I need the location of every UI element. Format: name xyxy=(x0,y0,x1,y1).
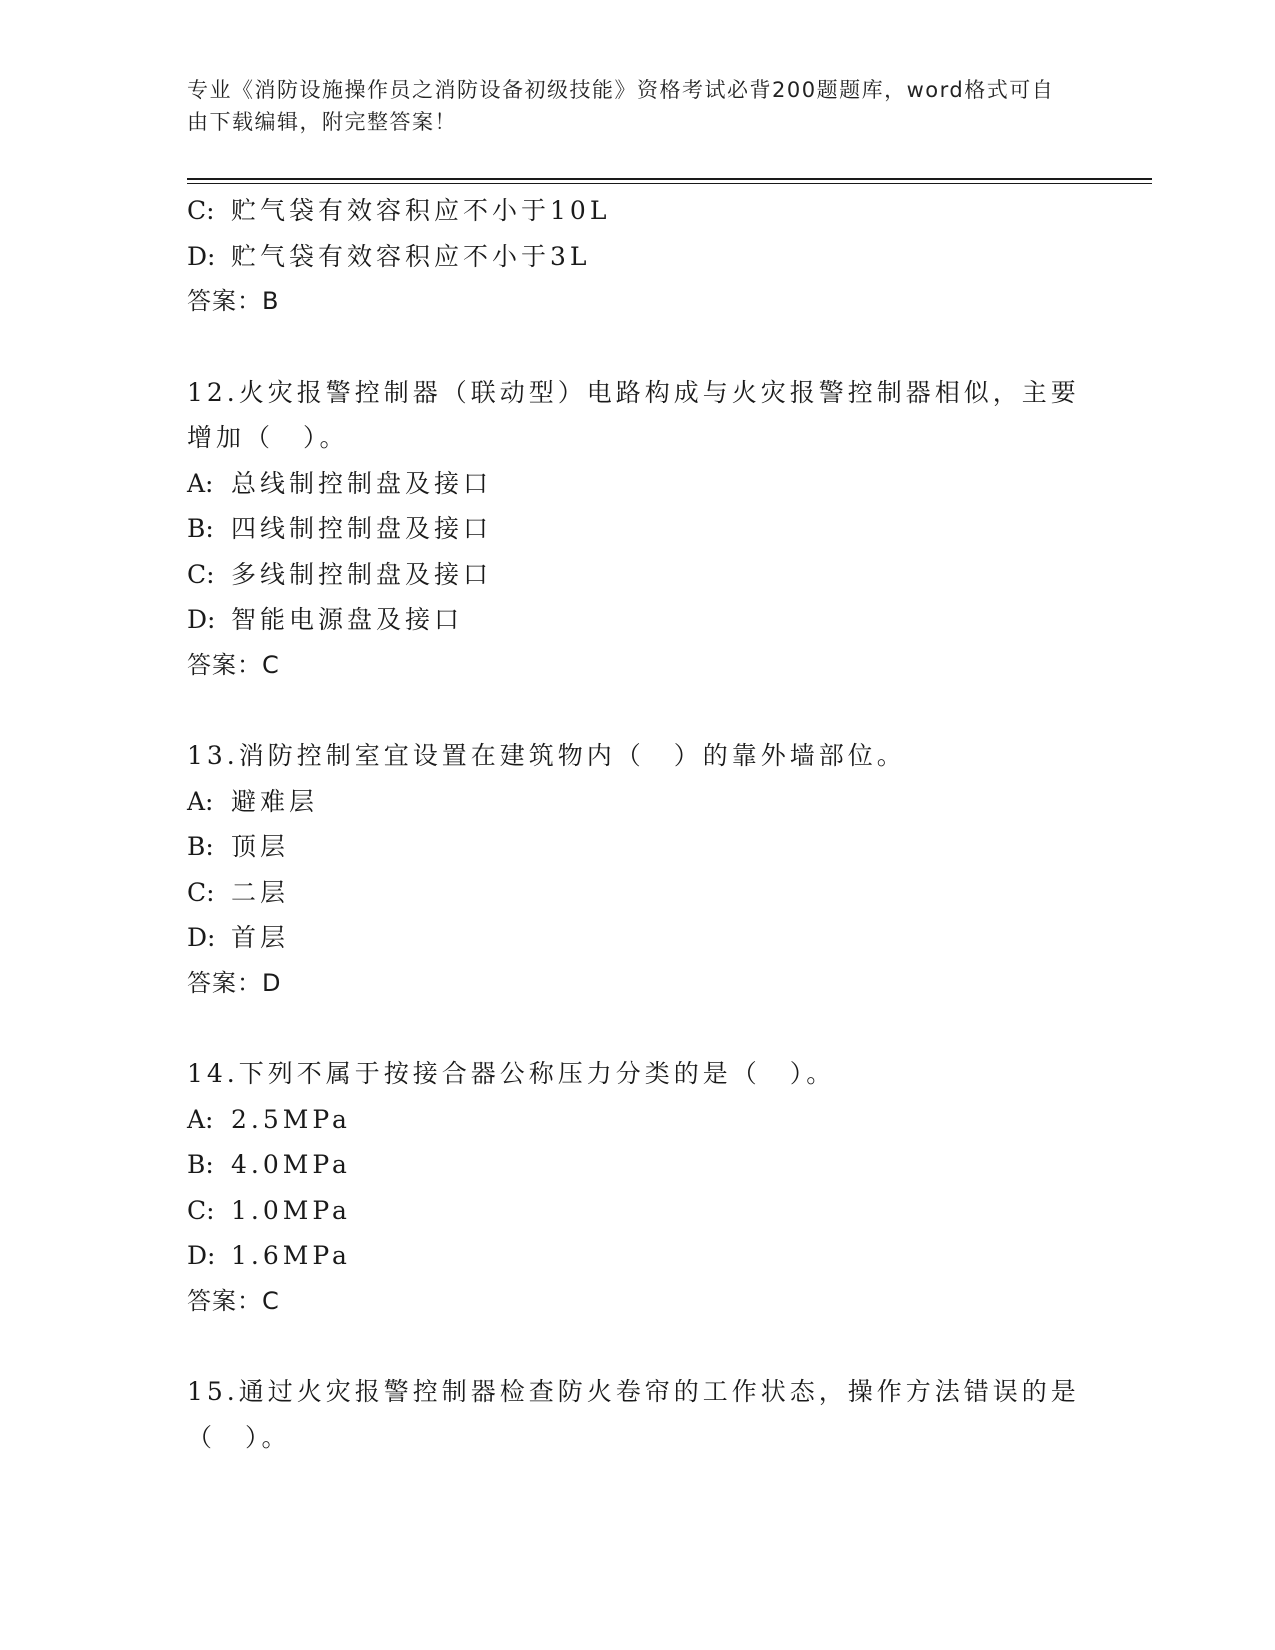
option-d xyxy=(187,234,1087,280)
option-text: 顶层 xyxy=(231,832,290,861)
option-key: B: xyxy=(187,514,214,543)
question-block-15 xyxy=(187,1369,1087,1460)
option-text: 多线制控制盘及接口 xyxy=(231,559,493,589)
question-title: 13.消防控制室宜设置在建筑物内（ ）的靠外墙部位。 xyxy=(187,741,906,770)
option-key: C: xyxy=(187,196,215,225)
option-key: B: xyxy=(187,1150,214,1179)
spacer xyxy=(187,1006,1087,1051)
option-d xyxy=(187,915,1087,961)
option-b xyxy=(187,1142,1087,1188)
option-text: 首层 xyxy=(231,923,290,952)
question-title: 12.火灾报警控制器（联动型）电路构成与火灾报警控制器相似，主要增加（ ）。 xyxy=(187,377,1080,452)
option-c xyxy=(187,870,1087,916)
option-c xyxy=(187,1188,1087,1234)
option-text: 避难层 xyxy=(231,786,319,816)
answer-line: 答案：C xyxy=(187,1286,280,1315)
question-block-11 xyxy=(187,188,1087,325)
answer-line: 答案：B xyxy=(187,287,280,315)
option-key: D: xyxy=(187,241,216,271)
option-text: 贮气袋有效容积应不小于3L xyxy=(231,241,591,271)
question-list xyxy=(187,188,1087,1460)
option-b xyxy=(187,824,1087,870)
spacer xyxy=(187,688,1087,733)
option-text: 智能电源盘及接口 xyxy=(231,605,464,634)
question-title: 14.下列不属于按接合器公称压力分类的是（ ）。 xyxy=(187,1059,836,1088)
option-key: D: xyxy=(187,605,216,634)
option-text: 总线制控制盘及接口 xyxy=(231,468,493,498)
option-key: A: xyxy=(187,1104,214,1134)
question-title: 15.通过火灾报警控制器检查防火卷帘的工作状态，操作方法错误的是（ ）。 xyxy=(187,1377,1080,1452)
question-block-14 xyxy=(187,1051,1087,1324)
option-text: 1.0MPa xyxy=(231,1195,351,1225)
answer-line: 答案：D xyxy=(187,968,282,997)
option-key: C: xyxy=(187,1195,215,1225)
option-key: C: xyxy=(187,559,215,589)
option-d xyxy=(187,1233,1087,1279)
option-text: 2.5MPa xyxy=(231,1104,351,1134)
option-key: D: xyxy=(187,923,216,952)
question-block-12 xyxy=(187,370,1087,689)
option-key: B: xyxy=(187,832,214,861)
option-text: 四线制控制盘及接口 xyxy=(231,514,493,543)
option-key: A: xyxy=(187,468,214,498)
option-a xyxy=(187,779,1087,825)
page-header: 专业《消防设施操作员之消防设备初级技能》资格考试必背200题题库，word格式可自由下载编辑，附完整答案！ xyxy=(187,78,1055,134)
option-c xyxy=(187,188,1087,234)
option-text: 1.6MPa xyxy=(231,1241,351,1270)
header-divider-thick xyxy=(187,178,1152,180)
option-key: C: xyxy=(187,877,215,907)
spacer xyxy=(187,325,1087,370)
option-a xyxy=(187,461,1087,507)
option-text: 4.0MPa xyxy=(231,1150,351,1179)
option-key: D: xyxy=(187,1241,216,1270)
option-d xyxy=(187,597,1087,643)
option-c xyxy=(187,552,1087,598)
answer-line: 答案：C xyxy=(187,650,280,679)
question-block-13 xyxy=(187,733,1087,1006)
option-text: 贮气袋有效容积应不小于10L xyxy=(231,196,611,225)
header-divider-thin xyxy=(187,183,1152,184)
option-key: A: xyxy=(187,786,214,816)
option-a xyxy=(187,1097,1087,1143)
spacer xyxy=(187,1324,1087,1369)
option-b xyxy=(187,506,1087,552)
option-text: 二层 xyxy=(231,877,290,907)
